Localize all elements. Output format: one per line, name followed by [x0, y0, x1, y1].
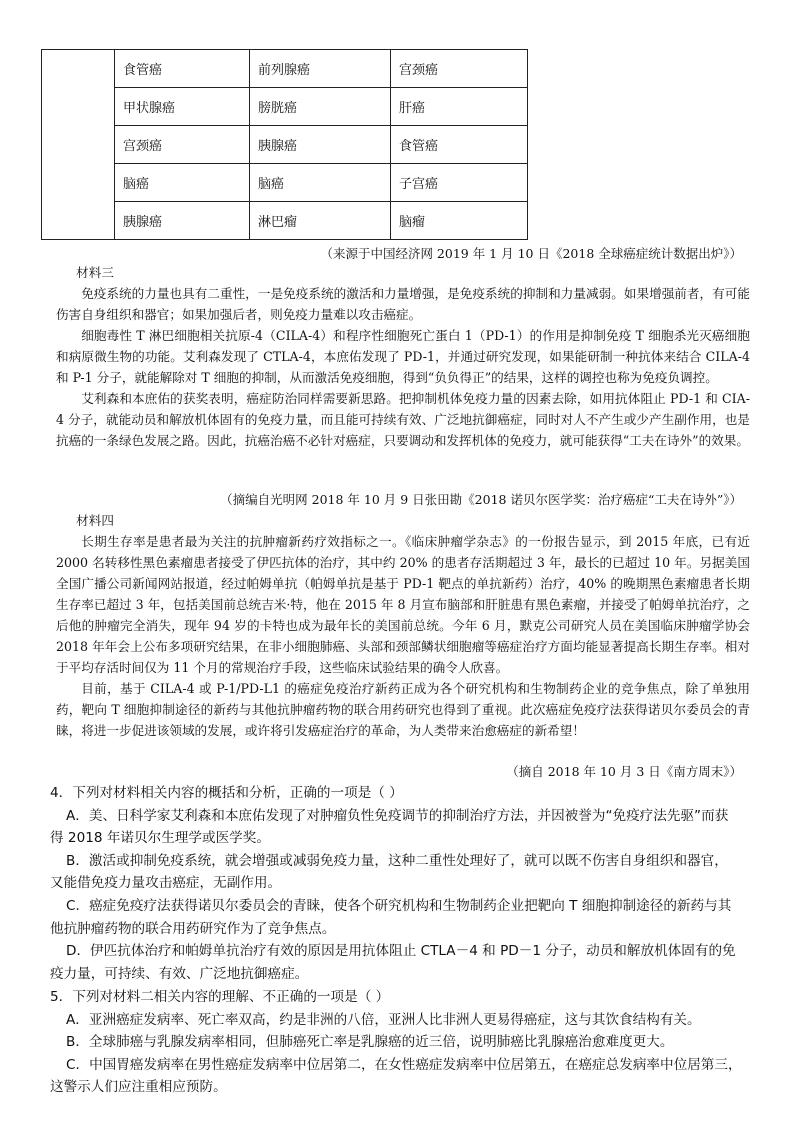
option-a: A．亚洲癌症发病率、死亡率双高，约是非洲的八倍，亚洲人比非洲人更易得癌症，这与其饮食结构有关。: [66, 1011, 701, 1028]
material-three: [56, 262, 750, 451]
cancer-ranking-table: [41, 49, 528, 240]
material-four-paragraph: 长期生存率是患者最为关注的抗肿瘤新药疗效指标之一。《临床肿瘤学杂志》的一份报告显示，到 2015 年底，已有近 2000 名转移性黑色素瘤患者接受了伊匹抗体的治疗，其中约 20% 的患者存活期超过 3 年，最长的已超过 10 年。另据美国全国广播公司新闻网站报道，经过帕姆单抗（帕姆单抗是基于 PD-1 靶点的单抗新药）治疗，40% 的晚期黑色素瘤患者长期生存率已超过 3 年，包括美国前总统吉米·特，他在 2015 年 8 月宣布脑部和肝脏患有黑色素瘤，并接受了帕姆单抗治疗，之后他的肿瘤完全消失，现年 94 岁的卡特也成为最年长的美国前总统。今年 6 月，默克公司研究人员在美国临床肿瘤学协会 2018 年年会上公布多项研究结果，在非小细胞肺癌、头部和颈部鳞状细胞瘤等癌症治疗方面均能显著提高长期生存率。相对于平均存活时间仅为 11 个月的常规治疗手段，这些临床试验结果的确令人欣喜。: [56, 534, 750, 675]
option-c-continued: 他抗肿瘤药物的联合用药研究作为了竞争焦点。: [50, 920, 336, 937]
material-four: [56, 510, 750, 741]
table-source-citation: （来源于中国经济网 2019 年 1 月 10 日《2018 全球癌症统计数据出炉》）: [320, 246, 742, 261]
table-cell: 宫颈癌: [391, 50, 528, 88]
table-cell: 脑癌: [250, 164, 391, 202]
table-cell: 甲状腺癌: [115, 88, 250, 126]
table-cell: 宫颈癌: [115, 126, 250, 164]
table-cell: 胰腺癌: [250, 126, 391, 164]
table-cell: 胰腺癌: [115, 202, 250, 240]
material-three-citation: （摘编自光明网 2018 年 10 月 9 日张田勘《2018 诺贝尔医学奖：治疗癌症“工夫在诗外”》）: [220, 492, 742, 507]
option-c: C．中国胃癌发病率在男性癌症发病率中位居第二，在女性癌症发病率中位居第五，在癌症总发病率中位居第三，: [66, 1056, 742, 1073]
table-cell: 食管癌: [391, 126, 528, 164]
question-4: [50, 782, 752, 985]
table-blank-cell: [42, 50, 115, 240]
table-cell: 淋巴瘤: [250, 202, 391, 240]
table-cell: 食管癌: [115, 50, 250, 88]
question-stem: 5．下列对材料二相关内容的理解、不正确的一项是（ ）: [50, 989, 390, 1005]
option-d: D．伊匹抗体治疗和帕姆单抗治疗有效的原因是用抗体阻止 CTLA－4 和 PD－1 分子，动员和解放机体固有的免: [66, 943, 736, 960]
table-cell: 子宫癌: [391, 164, 528, 202]
table-row: [42, 88, 528, 126]
question-stem: 4．下列对材料相关内容的概括和分析，正确的一项是（ ）: [50, 785, 403, 801]
option-b-continued: 又能借免疫力量攻击癌症，无副作用。: [50, 875, 282, 892]
table-row: [42, 50, 528, 88]
option-a-continued: 得 2018 年诺贝尔生理学或医学奖。: [50, 830, 270, 847]
table-row: [42, 202, 528, 240]
material-three-paragraph: 艾利森和本庶佑的获奖表明，癌症防治同样需要新思路。把抑制机体免疫力量的因素去除，如用抗体阻止 PD-1 和 CIA-4 分子，就能动员和解放机体固有的免疫力量，而且能可持续有效、广泛地抗御癌症，同时对人不产生或少产生副作用，也是抗癌的一条绿色发展之路。因此，抗癌治癌不必针对癌症，只要调动和发挥机体的免疫力，就可能获得“工夫在诗外”的效果。: [56, 391, 750, 448]
table-cell: 膀胱癌: [250, 88, 391, 126]
material-three-paragraph: 细胞毒性 T 淋巴细胞相关抗原-4（CILA-4）和程序性细胞死亡蛋白 1（PD-1）的作用是抑制免疫 T 细胞杀光灭癌细胞和病原微生物的功能。艾利森发现了 CTLA-4，本庶佑发现了 PD-1，并通过研究发现，如果能研制一种抗体来结合 CILA-4 和 P-1 分子，就能解除对 T 细胞的抑制，从而激活免疫细胞，得到“负负得正”的结果，这样的调控也称为免疫负调控。: [56, 328, 750, 385]
table-row: [42, 164, 528, 202]
option-c: C．癌症免疫疗法获得诺贝尔委员会的青睐，使各个研究机构和生物制药企业把靶向 T 细胞抑制途径的新药与其: [66, 897, 732, 914]
table-row: [42, 126, 528, 164]
option-b: B．激活或抑制免疫系统，就会增强或减弱免疫力量，这种二重性处理好了，就可以既不伤害自身组织和器官，: [66, 852, 728, 869]
table-cell: 前列腺癌: [250, 50, 391, 88]
material-four-heading: 材料四: [76, 513, 114, 528]
option-a: A．美、日科学家艾利森和本庶佑发现了对肿瘤负性免疫调节的抑制治疗方法，并因被誉为“免疫疗法先驱”而获: [66, 807, 729, 824]
material-three-heading: 材料三: [76, 265, 114, 280]
material-three-paragraph: 免疫系统的力量也具有二重性，一是免疫系统的激活和力量增强，是免疫系统的抑制和力量减弱。如果增强前者，有可能伤害自身组织和器官；如果加强后者，则免疫力量难以攻击癌症。: [56, 286, 750, 322]
question-5: [50, 986, 752, 1099]
material-four-paragraph: 目前，基于 CILA-4 或 P-1/PD-L1 的癌症免疫治疗新药正成为各个研究机构和生物制药企业的竞争焦点，除了单独用药，靶向 T 细胞抑制途径的新药与其他抗肿瘤药物的联合用药研究也得到了重视。此次癌症免疫疗法获得诺贝尔委员会的青睐，将进一步促进该领域的发展，或许将引发癌症治疗的革命，为人类带来治愈癌症的新希望！: [56, 681, 750, 738]
option-b: B．全球肺癌与乳腺发病率相同，但肺癌死亡率是乳腺癌的近三倍，说明肺癌比乳腺癌治愈难度更大。: [66, 1034, 674, 1051]
table-cell: 肝癌: [391, 88, 528, 126]
option-c-continued: 这警示人们应注重相应预防。: [50, 1079, 227, 1096]
material-four-citation: （摘自 2018 年 10 月 3 日《南方周末》）: [506, 764, 742, 779]
table-cell: 脑癌: [115, 164, 250, 202]
option-d-continued: 疫力量，可持续、有效、广泛地抗御癌症。: [50, 965, 309, 982]
table-cell: 脑瘤: [391, 202, 528, 240]
